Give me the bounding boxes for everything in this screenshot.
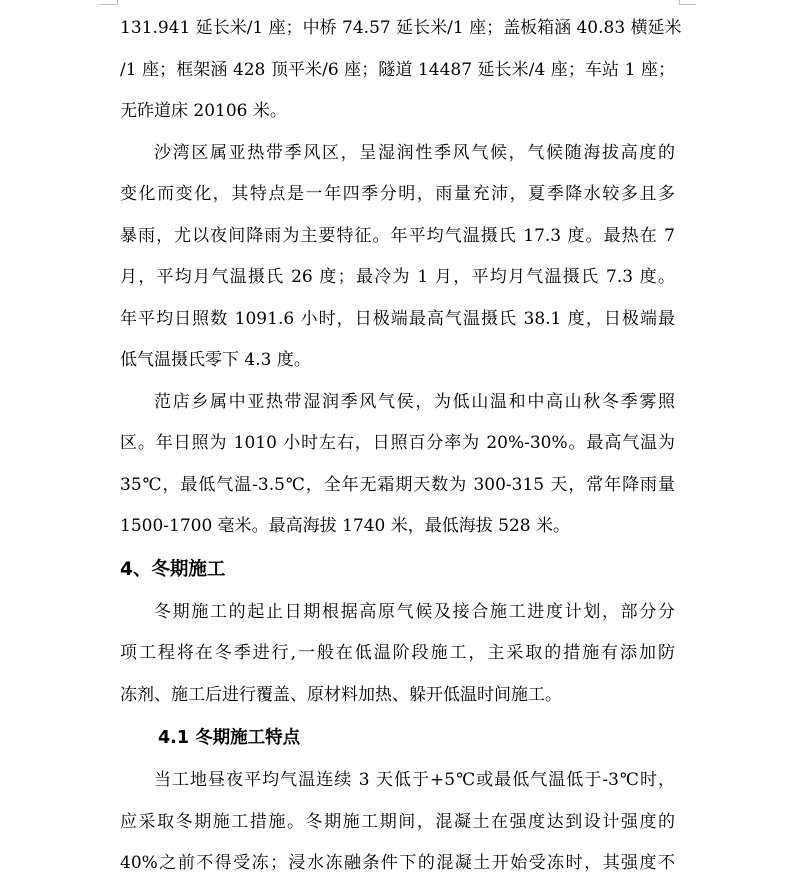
paragraph-winter-construction bbox=[120, 592, 675, 717]
text-line: 变化而变化，其特点是一年四季分明，雨量充沛，夏季降水较多且多 bbox=[120, 184, 675, 204]
heading-winter-construction-features: 4.1 冬期施工特点 bbox=[158, 728, 301, 748]
text-line: 沙湾区属亚热带季风区，呈湿润性季风气候，气候随海拔高度的 bbox=[154, 142, 675, 163]
page-corner-mark-right bbox=[679, 0, 696, 5]
paragraph-shawan-climate bbox=[120, 133, 675, 382]
text-line: 范店乡属中亚热带湿润季风气侯，为低山温和中高山秋冬季雾照 bbox=[154, 391, 675, 412]
page-corner-mark-left bbox=[99, 0, 118, 5]
text-line: 应采取冬期施工措施。冬期施工期间，混凝土在强度达到设计强度的 bbox=[120, 811, 675, 832]
text-line: 冬期施工的起止日期根据高原气候及接合施工进度计划，部分分 bbox=[154, 601, 675, 622]
paragraph-fandian-climate bbox=[120, 382, 675, 548]
text-line: 40%之前不得受冻；浸水冻融条件下的混凝土开始受冻时，其强度不 bbox=[120, 853, 675, 873]
heading-winter-construction: 4、冬期施工 bbox=[120, 558, 226, 580]
text-line: 暴雨，尤以夜间降雨为主要特征。年平均气温摄氏 17.3 度。最热在 7 bbox=[120, 225, 675, 246]
text-line: 冻剂、施工后进行覆盖、原材料加热、躲开低温时间施工。 bbox=[120, 684, 562, 705]
text-line: 1500-1700 毫米。最高海拔 1740 米，最低海拔 528 米。 bbox=[120, 516, 571, 536]
text-line: 当工地昼夜平均气温连续 3 天低于+5℃或最低气温低于-3℃时， bbox=[154, 770, 675, 790]
paragraph-winter-features bbox=[120, 760, 675, 885]
text-line: 月，平均月气温摄氏 26 度；最冷为 1 月，平均月气温摄氏 7.3 度。 bbox=[120, 267, 675, 287]
text-line: 无砟道床 20106 米。 bbox=[120, 101, 287, 121]
text-line: 低气温摄氏零下 4.3 度。 bbox=[120, 350, 311, 370]
text-line: 区。年日照为 1010 小时左右，日照百分率为 20%-30%。最高气温为 bbox=[120, 433, 675, 453]
text-line: 项工程将在冬季进行,一般在低温阶段施工，主采取的措施有添加防 bbox=[120, 643, 675, 663]
text-line: 131.941 延长米/1 座；中桥 74.57 延长米/1 座；盖板箱涵 40.83 横延米 bbox=[120, 18, 682, 38]
text-line: /1 座；框架涵 428 顶平米/6 座；隧道 14487 延长米/4 座；车站 1 座； bbox=[120, 59, 675, 80]
paragraph-project-quantities bbox=[120, 8, 682, 133]
text-line: 年平均日照数 1091.6 小时，日极端最高气温摄氏 38.1 度，日极端最 bbox=[120, 308, 675, 329]
document-page bbox=[120, 8, 682, 885]
text-line: 35℃，最低气温-3.5℃，全年无霜期天数为 300-315 天，常年降雨量 bbox=[120, 474, 675, 495]
